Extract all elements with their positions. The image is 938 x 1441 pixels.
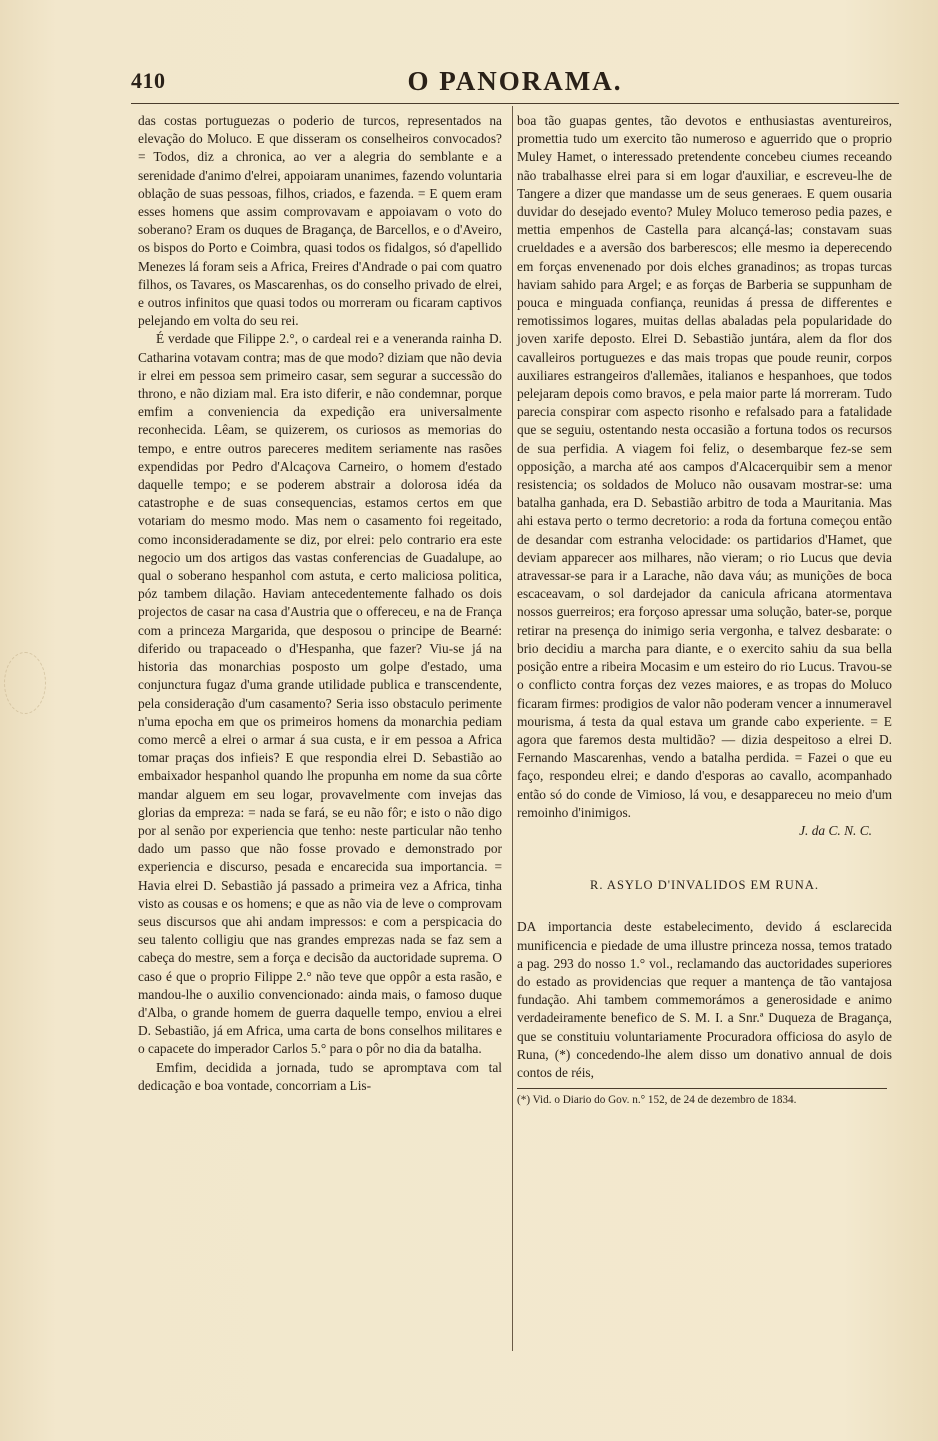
section-paragraph: DA importancia deste estabelecimento, devido á esclarecida munificencia e piedade de uma illustre princeza nossa, temos tratado a pag. 293 do nosso 1.° vol., reclamando das auctoridades superiores do estado as providencias que requer a mantença de tão vantajosa fundação. Ahi tambem commemorámos a generosidade e animo verdadeiramente benefico de S. M. I. a Snr.ª Duqueza de Bragança, que se constituiu voluntariamente Procuradora officiosa do asylo de Runa, (*) concedendo-lhe alem disso um donativo annual de dois contos de réis, [517,919,892,1080]
footnote-rule [517,1088,887,1089]
paragraph: Emfim, decidida a jornada, tudo se apromptava com tal dedicação e boa vontade, concorriam a Lis- [138,1059,502,1093]
column-divider [512,106,513,1351]
paragraph: É verdade que Filippe 2.°, o cardeal rei e a veneranda rainha D. Catharina votavam contra; mas de que modo? diziam que não devia ir elrei em pessoa sem primeiro casar, sem segurar a successão do throno, e não diziam mal. Era isto diferir, e não condemnar, porque emfim a conveniencia da expedição era universalmente reconhecida. Lêam, se quizerem, os curiosos as memorias do tempo, e entre outros pareceres meditem seriamente nas rasões expendidas por Pedro d'Alcaçova Carneiro, o homem d'estado daquelle tempo; e se poderem abstrair a dolorosa idéa da catastrophe e de suas consequencias, estamos certos em que votariam do mesmo modo. Mas nem o casamento foi regeitado, como inconsideradamente se diz, por elrei: pelo contrario era este negocio um dos artigos das vastas conferencias de Guadalupe, ao qual o soberano hespanhol com astuta, e certo maliciosa politica, póz tambem dilação. Haviam antecedentemente falhado os dois projectos de casar na casa d'Austria que o offereceu, e na de França com a princeza Margarida, que desposou o principe de Bearné: diferido ou trapaceado o d'Hespanha, que fazer? Viu-se já na historia das monarchias posposto um golpe d'estado, uma conjunctura fugaz d'uma grande utilidade publica e transcendente, pela consideração d'um casamento? Seria isso obstaculo perimente n'uma epocha em que os primeiros homens da monarchia pediam como mercê a elrei o armar á sua custa, e ir em pessoa a Africa tomar praças dos infieis? E que respondia elrei D. Sebastião ao embaixador hespanhol quando lhe propunha em nome da sua côrte mandar alguem em seu logar, provavelmente com invejas das glorias da empreza: = nada se fará, se eu não fôr; e isto o não digo por al senão por experiencia que tenho: neste particular não tenho dado um passo que não fosse provado e demonstrado por experiencia e discurso, pesada e encarecida sua importancia. = Havia elrei D. Sebastião já passado a primeira vez a Africa, tinha visto as cousas e os homens; e que as não via de leve o comprovam seus discursos que ahi andam impressos: e com a perspicacia do seu talento colligiu que nas grandes emprezas nada se faz sem a cabeça do mestre, sem a força e decisão da auctoridade suprema. O caso é que o proprio Filippe 2.° não teve que oppôr a esta rasão, e mandou-lhe o auxilio convencionado: ainda mais, o famoso duque d'Alba, o grande homem de guerra daquelle tempo, enviou a elrei D. Sebastião, já em Africa, uma carta de bons conselhos militares e o capacete do imperador Carlos 5.° para o pôr no dia da batalha. [138,331,502,1057]
right-column [517,112,892,1108]
paragraph: das costas portuguezas o poderio de turcos, representados na elevação do Moluco. E que disseram os conselheiros convocados? = Todos, diz a chronica, ao ver a alegria do semblante e a serenidade d'animo d'elrei, appoiaram unanimes, fazendo voluntaria oblação de suas pessoas, filhos, criados, e fazenda. = E quem eram esses homens que assim comprovavam e appoiavam o voto do soberano? Eram os duques de Bragança, de Barcellos, e o d'Aveiro, os bispos do Porto e Coimbra, quasi todos os fidalgos, só d'apellido Menezes lá foram seis a Africa, Freires d'Andrade o pai com quatro filhos, os Tavares, os Mascarenhas, os do conselho privado de elrei, e outros infinitos que quasi todos ou morreram ou ficaram captivos pelejando em volta do seu rei. [138,113,502,329]
page-header [131,64,899,98]
footnote: (*) Vid. o Diario do Gov. n.° 152, de 24 de dezembro de 1834. [517,1094,797,1107]
section-title: R. ASYLO D'INVALIDOS EM RUNA. [590,878,819,893]
paragraph: boa tão guapas gentes, tão devotos e enthusiastas aventureiros, promettia tudo um exercito tão numeroso e aguerrido que o proprio Muley Hamet, o interessado pretendente concebeu ciumes receando não trabalhasse elrei para si em logar d'auxiliar, e escreveu-lhe de Tangere a dizer que mandasse um de seus generaes. E quem ousaria duvidar do desejado evento? Muley Moluco temeroso pedia pazes, e mettia empenhos de Castella para alcançá-las; constavam suas crueldades e a aversão dos barberescos; elle mesmo ia deperecendo em forças envenenado por dois elches granadinos; as tropas turcas haviam sahido para Argel; e as forças de Barberia se suppunham de pouca e minguada confiança, reunidas á pressa de differentes e remotissimos logares, muitas dellas abaladas pela popularidade do joven xarife deposto. Elrei D. Sebastião juntára, alem da flor dos cavalleiros portuguezes e das mais tropas que poude reunir, corpos auxiliares estrangeiros d'allemães, italianos e hespanhoes, que todos pelejaram depois como bravos, e pela maior parte lá morreram. Tudo parecia conspirar com aspecto risonho e refalsado para a fatalidade que se seguiu, ostentando nesta occasião a fortuna todos os recursos de sua perfidia. A viagem foi feliz, o desembarque fez-se sem opposição, a marcha até aos campos d'Alcacerquibir sem a menor resistencia; os soldados de Moluco não ousavam mostrar-se: uma batalha ganhada, era D. Sebastião arbitro de toda a Mauritania. Mas ahi estava perto o termo decretorio: a roda da fortuna começou então de desandar com estranha velocidade: os partidarios d'Hamet, que deviam apparecer aos milhares, não vieram; o rio Lucus que devia atravessar-se para ir a Larache, não dava váu; as munições de boca escaceavam, o sol dardejador da canicula africana atormentava nossos guerreiros; era forçoso apressar uma solução, bater-se, porque retirar na presença do inimigo seria vergonha, e talvez desbarate: o brio decidiu a marcha para diante, e o exercito sahiu da sua bella posição entre a ribeira Mocasim e um esteiro do rio Lucus. Travou-se o conflicto contra forças dez vezes maiores, e as tropas do Moluco ficaram firmes: prodigios de valor não poderam vencer a innumeravel mourisma, á testa da qual estava um grande cabo experiente. = E agora que faremos desta multidão? — dizia despeitoso a elrei D. Fernando Mascarenhas, vendo a batalha perdida. = Fazei o que eu faço, respondeu elrei; e dando d'esporas ao cavallo, acompanhado então só do conde de Vimioso, lá vou, e desappareceu no meio d'um remoinho d'inimigos. [517,113,892,820]
library-stamp-mark [4,652,46,714]
header-rule [131,103,899,104]
journal-title: O PANORAMA. [407,66,623,96]
author-signature: J. da C. N. C. [799,822,872,838]
left-column [138,112,502,1095]
page-number: 410 [131,68,166,93]
